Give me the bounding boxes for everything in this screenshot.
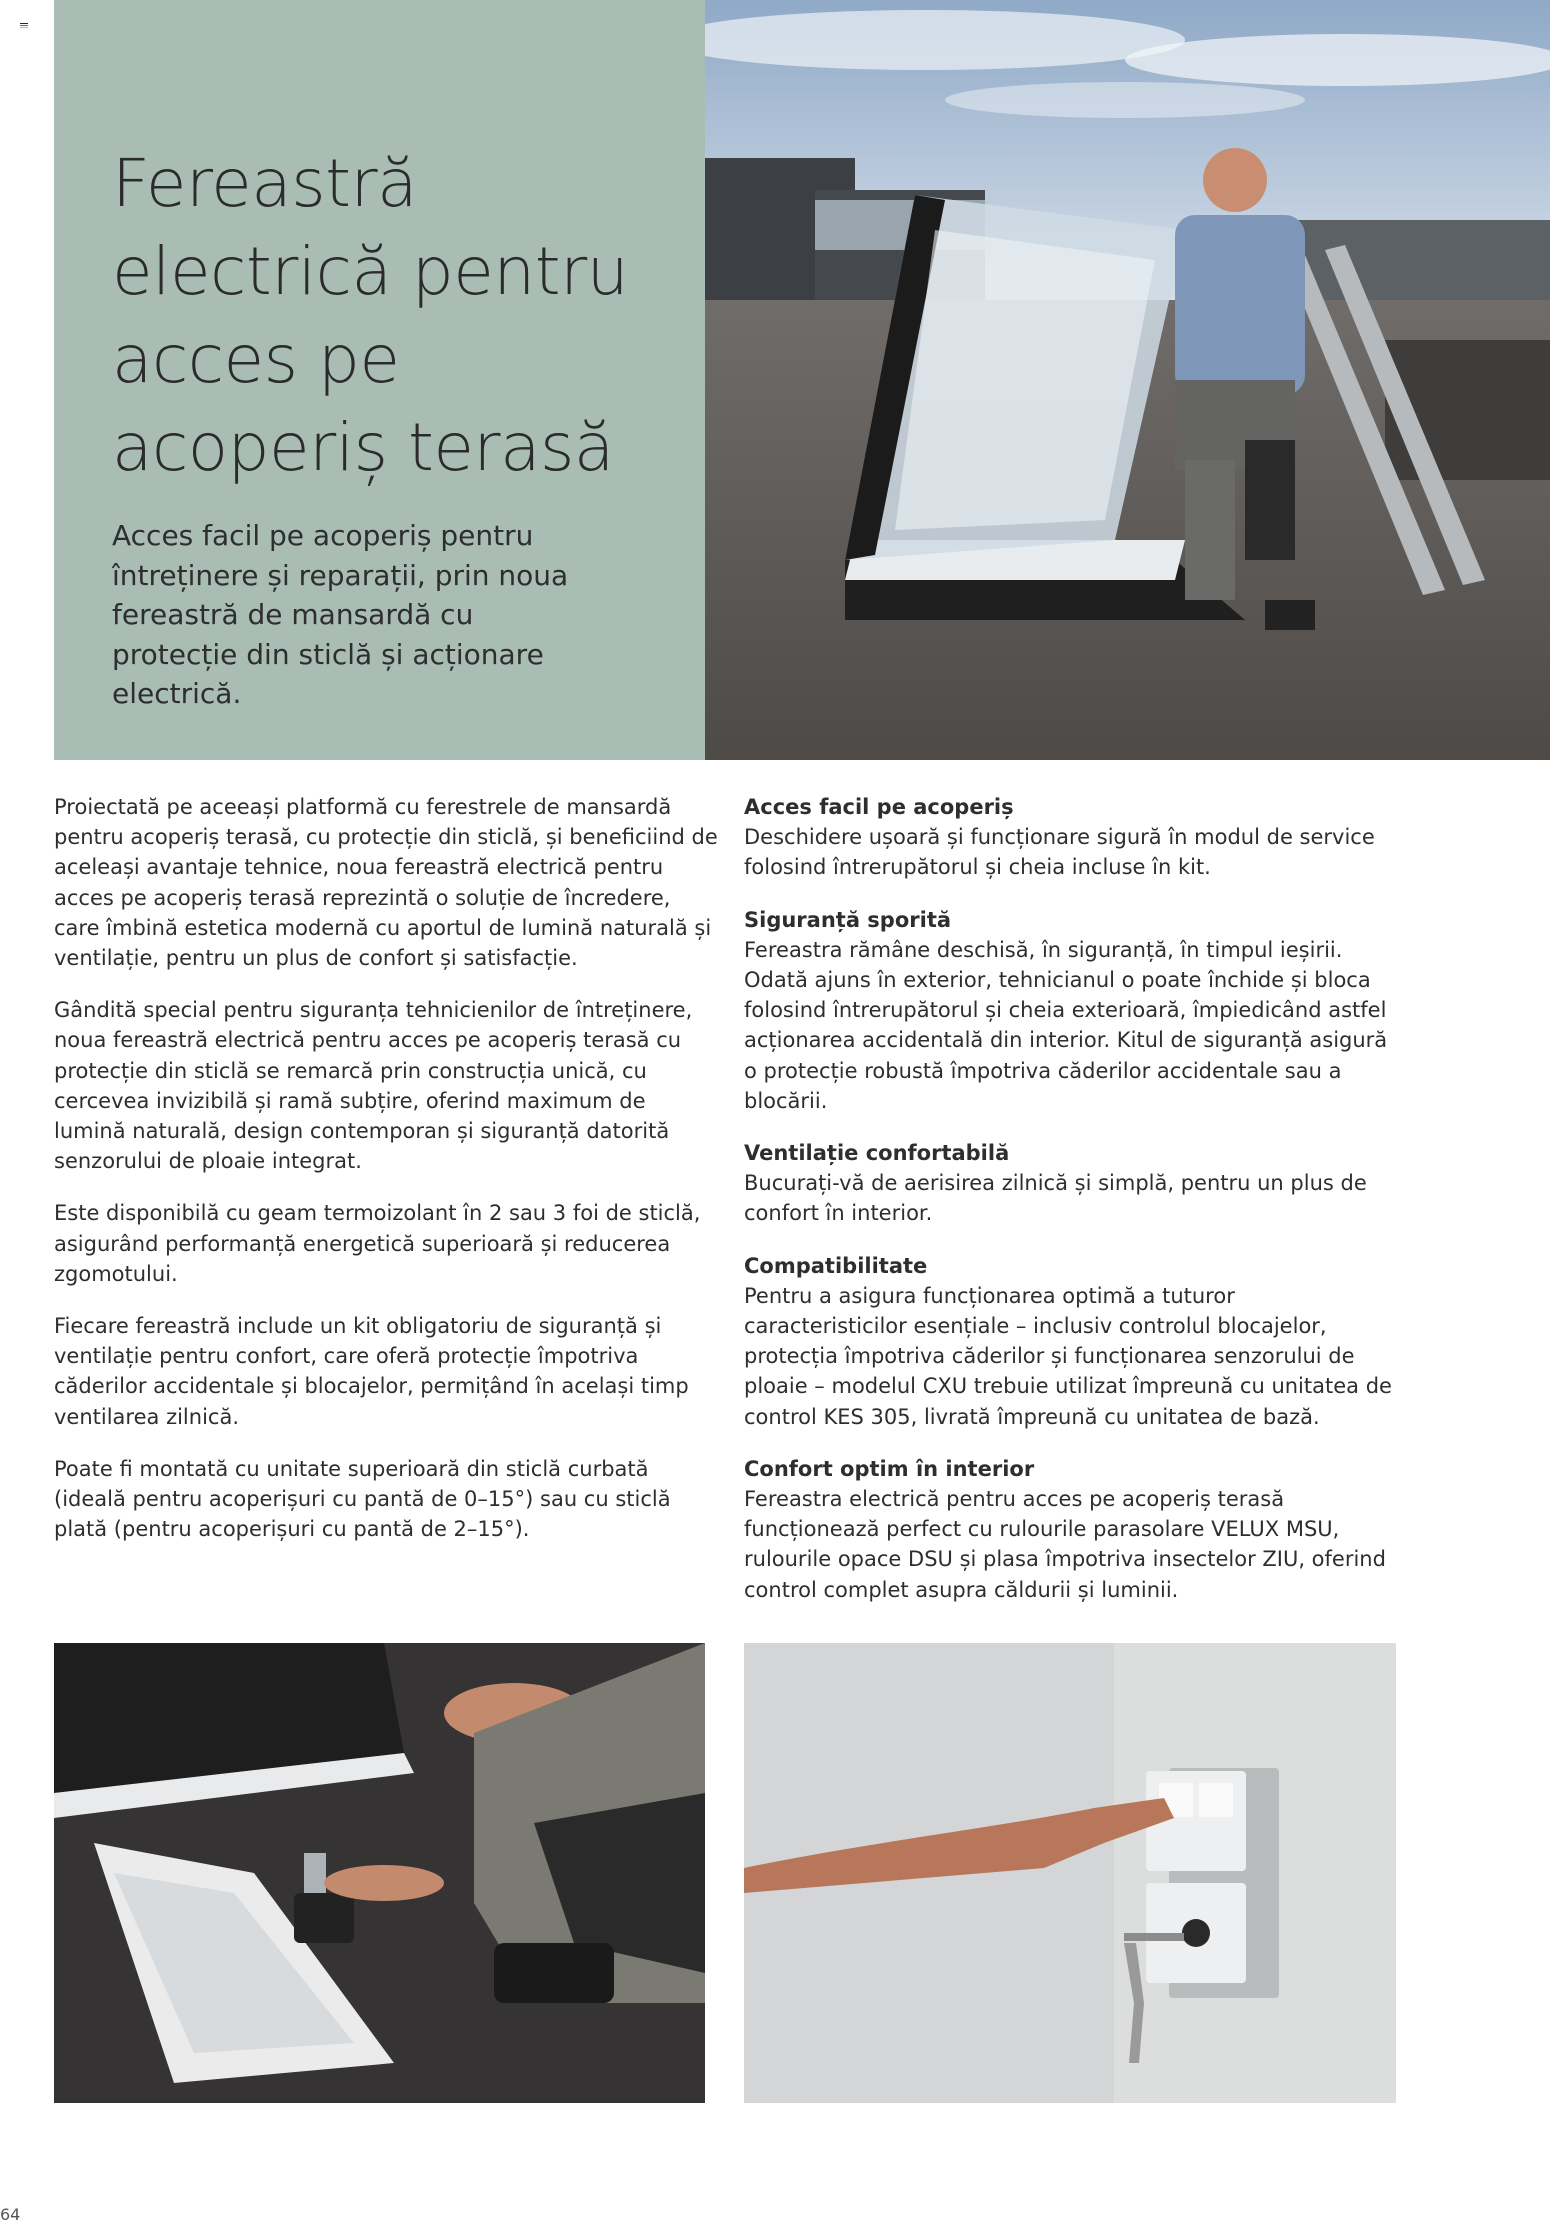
feature-text: Fereastra electrică pentru acces pe acoperiș terasă funcționează perfect cu rulourile parasolare VELUX MSU, rulourile opace DSU și plasa împotriva insectelor ZIU, oferind control complet asupra căldurii și luminii. — [744, 1487, 1386, 1602]
body-right-column — [744, 792, 1404, 1627]
flag-icon — [20, 23, 28, 28]
hero-photo — [705, 0, 1550, 760]
page-number: 64 — [0, 2205, 21, 2224]
feature-heading: Siguranță sporită — [744, 907, 952, 932]
body-paragraph: Proiectată pe aceeași platformă cu ferestrele de mansardă pentru acoperiș terasă, cu protecție din sticlă, și beneficiind de aceleași avantaje tehnice, noua fereastră electrică pentru acces pe acoperiș terasă reprezintă o soluție de încredere, care îmbină estetica modernă cu aportul de lumină naturală și ventilație, pentru un plus de confort și satisfacție. — [54, 795, 718, 971]
body-left-column — [54, 792, 718, 1566]
body-paragraph: Gândită special pentru siguranța tehnicienilor de întreținere, noua fereastră electrică pentru acces pe acoperiș terasă cu protecție din sticlă se remarcă prin construcția unică, cu cercevea invizibilă și ramă subțire, oferind maximum de lumină naturală, design contemporan și siguranță datorită senzorului de ploaie integrat. — [54, 998, 693, 1174]
feature-text: Pentru a asigura funcționarea optimă a tuturor caracteristicilor esențiale – inclusiv controlul blocajelor, protecția împotriva căderilor și funcționarea senzorului de ploaie – modelul CXU trebuie utilizat împreună cu unitatea de control KES 305, livrată împreună cu unitatea de bază. — [744, 1283, 1392, 1429]
switch-photo — [744, 1643, 1396, 2103]
body-paragraph: Este disponibilă cu geam termoizolant în 2 sau 3 foi de sticlă, asigurând performanță energetică superioară și reducerea zgomotului. — [54, 1201, 701, 1286]
feature-heading: Ventilație confortabilă — [744, 1141, 1010, 1166]
feature-text: Bucurați-vă de aerisirea zilnică și simplă, pentru un plus de confort în interior. — [744, 1171, 1367, 1226]
feature-heading: Acces facil pe acoperiș — [744, 795, 1014, 819]
feature-heading: Confort optim în interior — [744, 1456, 1035, 1481]
feature-text: Fereastra rămâne deschisă, în siguranță, în timpul ieșirii. Odată ajuns în exterior, tehnicianul o poate închide și bloca folosind întrerupătorul și cheia exterioară, împiedicând astfel acționarea accidentală din interior. Kitul de siguranță asigură o protecție robustă împotriva căderilor accidentale sau a blocării. — [744, 937, 1388, 1113]
feature-section — [744, 1454, 1404, 1605]
installation-photo — [54, 1643, 705, 2103]
page-subtitle: Acces facil pe acoperiș pentru întreținere și reparații, prin noua fereastră de mansardă cu protecție din sticlă și acționare electrică. — [112, 519, 569, 710]
body-paragraph: Poate fi montată cu unitate superioară din sticlă curbată (ideală pentru acoperișuri cu pantă de 0–15°) sau cu sticlă plată (pentru acoperișuri cu pantă de 2–15°). — [54, 1456, 671, 1542]
feature-heading: Compatibilitate — [744, 1253, 928, 1278]
feature-section — [744, 1138, 1404, 1229]
page-title: Fereastră electrică pentru acces pe acoperiș terasă — [112, 145, 629, 486]
feature-section — [744, 792, 1404, 883]
feature-text: Deschidere ușoară și funcționare sigură în modul de service folosind întrerupătorul și cheia incluse în kit. — [744, 825, 1375, 880]
feature-section — [744, 905, 1404, 1116]
feature-section — [744, 1251, 1404, 1432]
body-paragraph: Fiecare fereastră include un kit obligatoriu de siguranță și ventilație pentru confort, care oferă protecție împotriva căderilor accidentale și blocajelor, permițând în același timp ventilarea zilnică. — [54, 1314, 689, 1429]
